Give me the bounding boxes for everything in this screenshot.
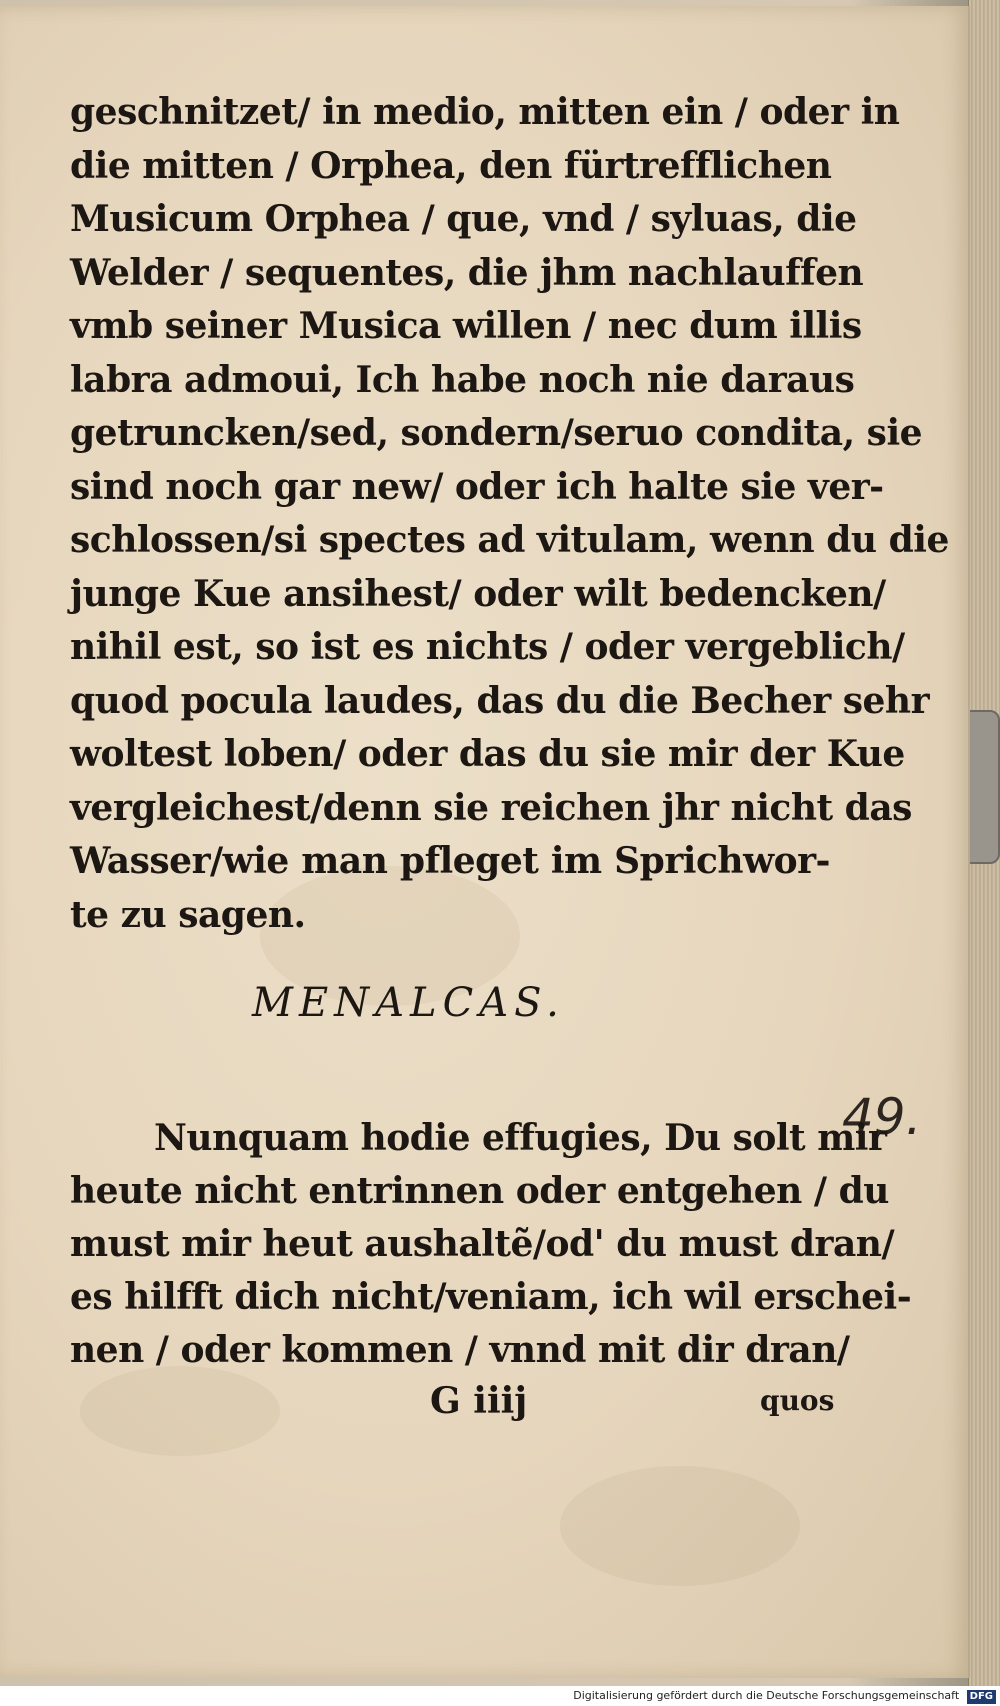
speaker-heading: MENALCAS. (252, 980, 565, 1026)
text-line: es hilfft dich nicht/veniam, ich wil erschei- (70, 1276, 912, 1318)
paragraph-1 (70, 86, 949, 942)
text-line: geschnitzet/ in medio, mitten ein / oder in (70, 91, 900, 133)
text-line: die mitten / Orphea, den fürtrefflichen (70, 144, 832, 187)
text-line: labra admoui, Ich habe noch nie daraus (70, 358, 855, 401)
text-line: Welder / sequentes, die jhm nachlauffen (70, 251, 864, 294)
text-line: te zu sagen. (70, 893, 306, 936)
catchword: quos (760, 1384, 835, 1417)
digitization-footer (0, 1686, 1000, 1706)
handwritten-page-number: 49. (842, 1088, 922, 1146)
text-line: nen / oder kommen / vnnd mit dir dran/ (70, 1329, 850, 1371)
text-line: getruncken/sed, sondern/seruo condita, sie (70, 412, 923, 454)
text-line: quod pocula laudes, das du die Becher sehr (70, 679, 930, 722)
signature-mark: G iiij (430, 1380, 528, 1422)
text-line: heute nicht entrinnen oder entgehen / du (70, 1170, 889, 1212)
text-line: nihil est, so ist es nichts / oder vergeblich/ (70, 626, 905, 668)
footer-text: Digitalisierung gefördert durch die Deutsche Forschungsgemeinschaft (573, 1689, 960, 1702)
text-line: Nunquam hodie effugies, Du solt mir (154, 1117, 887, 1159)
text-line: sind noch gar new/ oder ich halte sie ver- (70, 465, 884, 508)
text-line: Wasser/wie man pfleget im Sprichwor- (70, 840, 830, 882)
text-line: junge Kue ansihest/ oder wilt bedencken/ (70, 572, 886, 615)
text-line: vmb seiner Musica willen / nec dum illis (70, 305, 862, 347)
text-line: schlossen/si spectes ad vitulam, wenn du die (70, 519, 949, 561)
text-line: must mir heut aushaltẽ/od' du must dran/ (70, 1223, 895, 1265)
text-line: Musicum Orphea / que, vnd / syluas, die (70, 198, 857, 240)
text-line: woltest loben/ oder das du sie mir der Kue (70, 733, 905, 775)
text-line: vergleichest/denn sie reichen jhr nicht das (70, 786, 912, 829)
dfg-logo: DFG (967, 1690, 996, 1704)
